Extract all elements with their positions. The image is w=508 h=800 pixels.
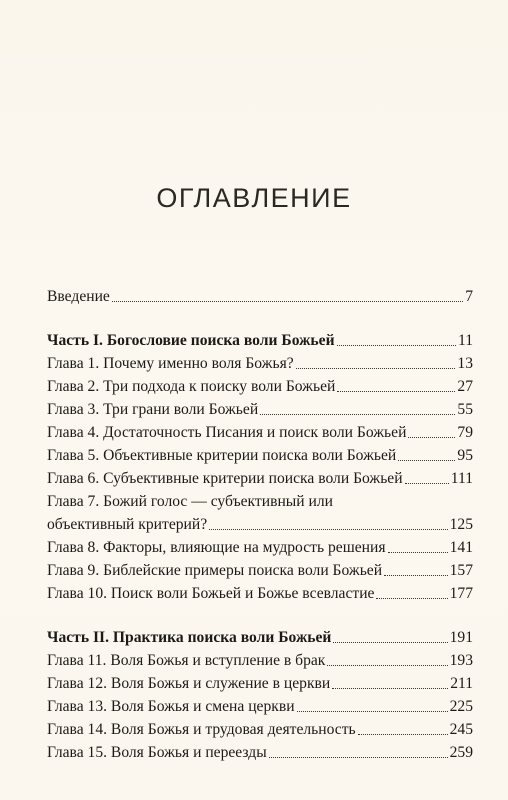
dot-leader (388, 552, 448, 553)
toc-entry (47, 671, 473, 694)
toc-entry-label: Часть II. Практика поиска воли Божьей (47, 629, 332, 646)
dot-leader (296, 368, 456, 369)
toc-entry (47, 694, 473, 717)
dot-leader (358, 734, 448, 735)
toc-entry-label: Глава 13. Воля Божья и смена церкви (47, 698, 295, 715)
toc-entry-label: Глава 1. Почему именно воля Божья? (47, 355, 294, 372)
toc-entry-label: объективный критерий? (47, 516, 208, 533)
toc-entry-label: Глава 7. Божий голос — субъективный или (47, 493, 333, 510)
toc-entry (47, 351, 473, 374)
toc-entry (47, 740, 473, 763)
toc-entry (47, 581, 473, 604)
dot-leader (209, 529, 447, 530)
toc-entry (47, 489, 473, 512)
toc-page-number: 225 (449, 698, 473, 715)
toc-entry (47, 558, 473, 581)
dot-leader (260, 414, 455, 415)
toc-part-heading (47, 328, 473, 351)
toc-page-number: 193 (449, 652, 473, 669)
dot-leader (333, 642, 447, 643)
toc-page-number: 27 (457, 378, 473, 395)
toc-page-number: 191 (449, 629, 473, 646)
toc-entry (47, 466, 473, 489)
toc-page-number: 7 (465, 288, 473, 305)
toc-entry-label: Глава 2. Три подхода к поиску воли Божьей (47, 378, 336, 395)
toc-entry (47, 420, 473, 443)
toc-page-number: 95 (457, 447, 473, 464)
toc-page-number: 125 (449, 516, 473, 533)
toc-entry-label: Глава 4. Достаточность Писания и поиск воли Божьей (47, 424, 407, 441)
dot-leader (297, 711, 448, 712)
dot-leader (337, 391, 455, 392)
dot-leader (269, 757, 448, 758)
toc-entry-label: Глава 6. Субъективные критерии поиска воли Божьей (47, 470, 403, 487)
toc-entry-label: Глава 10. Поиск воли Божьей и Божье всевластие (47, 585, 375, 602)
toc-page-number: 259 (449, 744, 473, 761)
toc-page-number: 13 (457, 355, 473, 372)
toc-page-number: 157 (449, 562, 473, 579)
toc-entry-label: Глава 3. Три грани воли Божьей (47, 401, 259, 418)
dot-leader (405, 483, 449, 484)
toc-entry-label: Введение (47, 288, 110, 305)
toc-page-number: 211 (450, 675, 473, 692)
toc-entry (47, 374, 473, 397)
dot-leader (337, 345, 456, 346)
toc-entry-continuation (47, 512, 473, 535)
toc-entry (47, 648, 473, 671)
toc-part-heading (47, 625, 473, 648)
dot-leader (384, 575, 448, 576)
dot-leader (332, 688, 448, 689)
dot-leader (376, 598, 447, 599)
toc-page-number: 177 (449, 585, 473, 602)
toc-entry-label: Глава 12. Воля Божья и служение в церкви (47, 675, 331, 692)
toc-entry-label: Глава 9. Библейские примеры поиска воли Божьей (47, 562, 383, 579)
toc-entry-label: Часть I. Богословие поиска воли Божьей (47, 332, 335, 349)
toc-page-number: 141 (449, 539, 473, 556)
toc-page-number: 111 (450, 470, 473, 487)
toc-page-number: 79 (457, 424, 473, 441)
page-title: ОГЛАВЛЕНИЕ (156, 183, 352, 213)
toc-entry (47, 443, 473, 466)
dot-leader (408, 437, 455, 438)
toc-entry-label: Глава 15. Воля Божья и переезды (47, 744, 267, 761)
toc-page-number: 11 (457, 332, 473, 349)
toc-entry (47, 717, 473, 740)
dot-leader (398, 460, 455, 461)
toc-page-number: 245 (449, 721, 473, 738)
dot-leader (327, 665, 447, 666)
toc-entry (47, 535, 473, 558)
toc-page-number: 55 (457, 401, 473, 418)
dot-leader (112, 301, 463, 302)
toc-entry-label: Глава 11. Воля Божья и вступление в брак (47, 652, 326, 669)
toc-entry-label: Глава 14. Воля Божья и трудовая деятельность (47, 721, 356, 738)
toc-entry-label: Глава 8. Факторы, влияющие на мудрость решения (47, 539, 386, 556)
toc-entry (47, 397, 473, 420)
table-of-contents (47, 284, 473, 763)
toc-entry-intro (47, 284, 473, 307)
toc-entry-label: Глава 5. Объективные критерии поиска воли Божьей (47, 447, 397, 464)
